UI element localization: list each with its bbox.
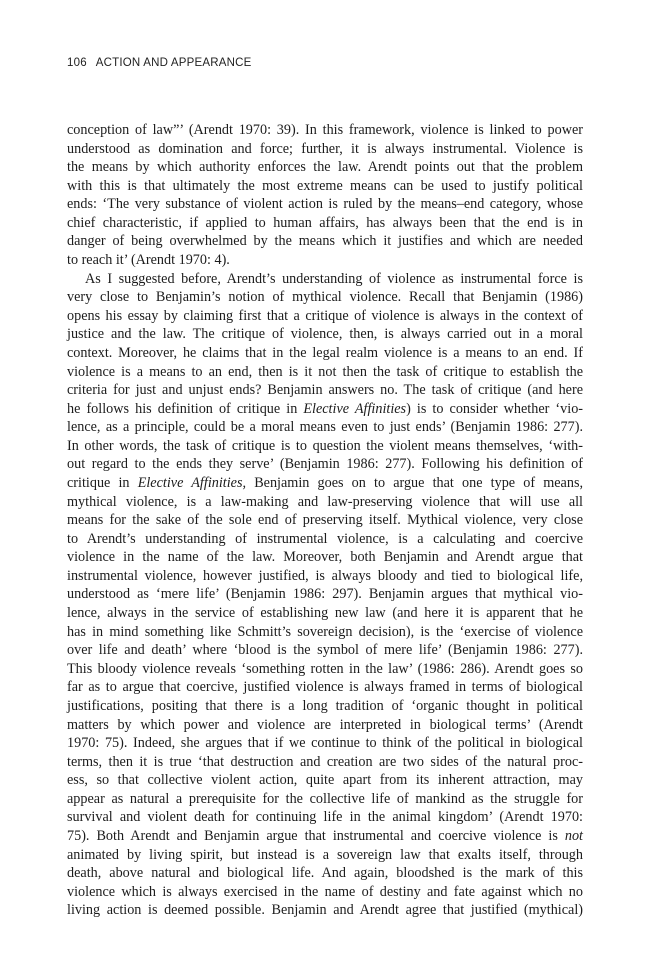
text-line: to Arendt’s understanding of instrumental violence, is a calculating and coercive xyxy=(67,530,583,547)
text-line: over life and death’ where ‘blood is the symbol of mere life’ (Benjamin 1986: 277). xyxy=(67,642,583,659)
text-line: justifications, positing that there is a long tradition of ‘organic thought in political xyxy=(67,697,583,714)
text-line: to reach it’ (Arendt 1970: 4). xyxy=(67,252,230,269)
text-line: violence is a means to an end, then is it not then the task of critique to establish the xyxy=(67,363,583,380)
running-header xyxy=(67,57,251,69)
text-line: ends: ‘The very substance of violent action is ruled by the means–end category, whose xyxy=(67,196,583,213)
text-line: with this is that ultimately the most extreme means can be used to justify political xyxy=(67,177,583,194)
text-line: very close to Benjamin’s notion of mythical violence. Recall that Benjamin (1986) xyxy=(67,289,583,306)
italic-title: Elective Affinities xyxy=(303,400,407,417)
text-line: means for the sake of the sole end of preserving itself. Mythical violence, very close xyxy=(67,512,583,529)
text-line: mythical violence, is a law-making and law-preserving violence that will use all xyxy=(67,493,583,510)
text-line: matters by which power and violence are interpreted in biological terms’ (Arendt xyxy=(67,716,583,733)
text-line: violence which is always exercised in the name of destiny and fate against which no xyxy=(67,883,583,900)
paragraph-start-line: As I suggested before, Arendt’s understanding of violence as instrumental force is xyxy=(85,270,583,287)
text-line: far as to argue that coercive, justified violence is always framed in terms of biological xyxy=(67,679,583,696)
text-line: terms, then it is true ‘that destruction and creation are two sides of the natural proc- xyxy=(67,753,583,770)
text-segment: critique in xyxy=(67,474,138,491)
text-line: danger of being overwhelmed by the means which it justifies and which are needed xyxy=(67,233,583,250)
text-line: justice and the law. The critique of violence, then, is always carried out in a moral xyxy=(67,326,583,343)
text-segment: ) is to consider whether ‘vio- xyxy=(406,400,584,417)
italic-title: Elective Affinities, xyxy=(137,474,247,491)
text-line: This bloody violence reveals ‘something rotten in the law’ (1986: 286). Arendt goes so xyxy=(67,660,583,677)
text-line-with-italic xyxy=(67,400,583,419)
running-title: ACTION AND APPEARANCE xyxy=(95,57,252,69)
text-line: understood as domination and force; further, it is always instrumental. Violence is xyxy=(67,140,583,157)
text-line: living action is deemed possible. Benjamin and Arendt agree that justified (mythical) xyxy=(67,902,583,919)
text-line: death, above natural and biological life. And again, bloodshed is the mark of this xyxy=(67,865,583,882)
text-line: has in mind something like Schmitt’s sovereign decision), is the ‘exercise of violence xyxy=(67,623,583,640)
text-line: conception of law”’ (Arendt 1970: 39). In this framework, violence is linked to power xyxy=(67,122,583,138)
text-line-with-italic xyxy=(67,474,583,493)
text-line: lence, as a principle, could be a moral means even to just ends’ (Benjamin 1986: 277). xyxy=(67,419,583,436)
text-line: context. Moreover, he claims that in the legal realm violence is a means to an end. If xyxy=(67,344,583,361)
text-line-with-italic xyxy=(67,827,583,846)
text-line: opens his essay by claiming first that a critique of violence is always in the context of xyxy=(67,307,583,324)
text-line: In other words, the task of critique is to question the violent means themselves, ‘with- xyxy=(67,437,583,454)
text-line: animated by living spirit, but instead is a sovereign law that exalts itself, through xyxy=(67,846,583,863)
text-line: out regard to the ends they serve’ (Benjamin 1986: 277). Following his definition of xyxy=(67,456,583,473)
text-line: 1970: 75). Indeed, she argues that if we continue to think of the political in biological xyxy=(67,735,583,752)
text-line: survival and violent death for continuing life in the animal kingdom’ (Arendt 1970: xyxy=(67,809,583,826)
text-line: violence in the name of the law. Moreover, both Benjamin and Arendt argue that xyxy=(67,549,583,566)
body-text xyxy=(67,121,583,920)
text-segment: he follows his definition of critique in xyxy=(67,400,304,417)
text-line: chief characteristic, if applied to human affairs, has always been that the end is in xyxy=(67,214,583,231)
text-segment: 75). Both Arendt and Benjamin argue that instrumental and coercive violence is xyxy=(67,827,565,844)
text-line: instrumental violence, however justified, is always bloody and tied to biological life, xyxy=(67,567,583,584)
page-number: 106 xyxy=(67,57,87,69)
text-line: understood as ‘mere life’ (Benjamin 1986: 297). Benjamin argues that mythical vio- xyxy=(67,586,583,603)
text-line: the means by which authority enforces the law. Arendt points out that the problem xyxy=(67,159,583,176)
text-line: appear as natural a prerequisite for the collective life of mankind as the struggle for xyxy=(67,790,583,807)
text-line: lence, always in the service of establishing new law (and here it is apparent that he xyxy=(67,605,583,622)
text-line: ess, so that collective violent action, quite apart from its inherent attraction, may xyxy=(67,772,583,789)
text-segment: Benjamin goes on to argue that one type of means, xyxy=(246,474,584,491)
text-line: criteria for just and unjust ends? Benjamin answers no. The task of critique (and here xyxy=(67,382,583,399)
italic-emphasis: not xyxy=(564,827,583,844)
